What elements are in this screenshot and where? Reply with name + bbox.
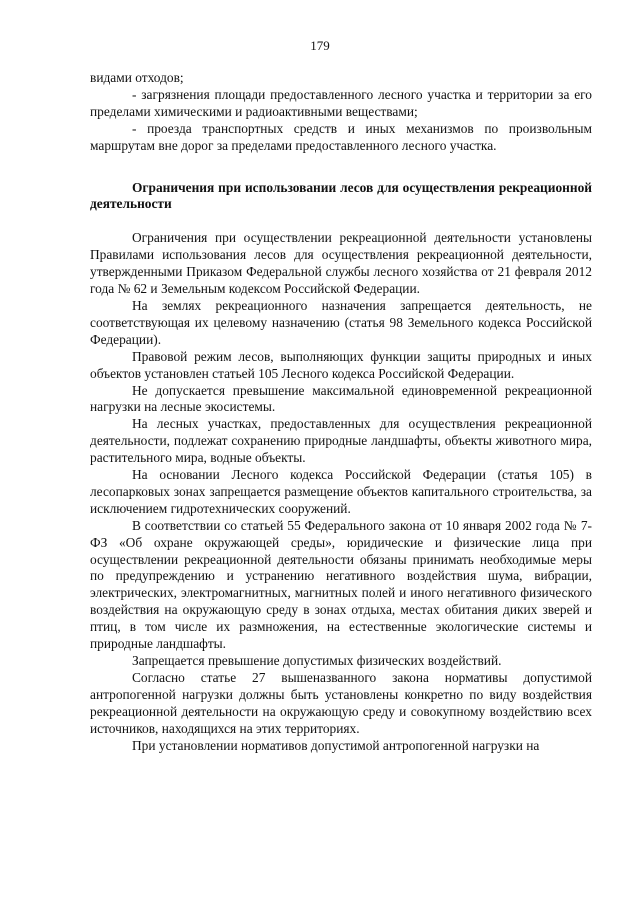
paragraph: На землях рекреационного назначения запрещается деятельность, не соответствующая их целевому назначению (статья 98 Земельного кодекса Российской Федерации). (90, 297, 592, 347)
section-heading: Ограничения при использовании лесов для осуществления рекреационной деятельности (90, 179, 592, 212)
paragraph: Согласно статье 27 вышеназванного закона нормативы допустимой антропогенной нагрузки должны быть установлены конкретно по виду воздействия рекреационной деятельности на окружающую среду и совокупному воздействию всех источников, находящихся на этих территориях. (90, 669, 592, 736)
page-number: 179 (310, 38, 330, 53)
paragraph: Ограничения при осуществлении рекреационной деятельности установлены Правилами использования лесов для осуществления рекреационной деятельности, утвержденными Приказом Федеральной службы лесного хозяйства от 21 февраля 2012 года № 62 и Земельным кодексом Российской Федерации. (90, 230, 592, 297)
paragraph: При установлении нормативов допустимой антропогенной нагрузки на (132, 737, 540, 753)
paragraph: На лесных участках, предоставленных для осуществления рекреационной деятельности, подлежат сохранению природные ландшафты, объекты животного мира, растительного мира, водные объекты. (90, 416, 592, 466)
list-item: - загрязнения площади предоставленного лесного участка и территории за его пределами химическими и радиоактивными веществами; (90, 86, 592, 119)
paragraph: Запрещается превышение допустимых физических воздействий. (132, 653, 502, 668)
text-line: видами отходов; (90, 70, 184, 85)
paragraph: На основании Лесного кодекса Российской Федерации (статья 105) в лесопарковых зонах запрещается размещение объектов капитального строительства, за исключением гидротехнических сооружений. (90, 467, 592, 516)
paragraph: Не допускается превышение максимальной единовременной рекреационной нагрузки на лесные экосистемы. (90, 382, 592, 415)
paragraph: В соответствии со статьей 55 Федерального закона от 10 января 2002 года № 7-ФЗ «Об охране окружающей среды», юридические и физические лица при осуществлении рекреационной деятельности обязаны принимать необходимые меры по предупреждению и устранению негативного воздействия шума, вибрации, электрических, электромагнитных, магнитных полей и иного негативного физического воздействия на окружающую среду в зонах отдыха, местах обитания диких зверей и птиц, в том числе их размножения, на естественные экологические системы и природные ландшафты. (90, 517, 592, 652)
document-body (90, 70, 592, 754)
paragraph: Правовой режим лесов, выполняющих функции защиты природных и иных объектов установлен статьей 105 Лесного кодекса Российской Федерации. (90, 348, 592, 381)
list-item: - проезда транспортных средств и иных механизмов по произвольным маршрутам вне дорог за пределами предоставленного лесного участка. (90, 120, 592, 153)
